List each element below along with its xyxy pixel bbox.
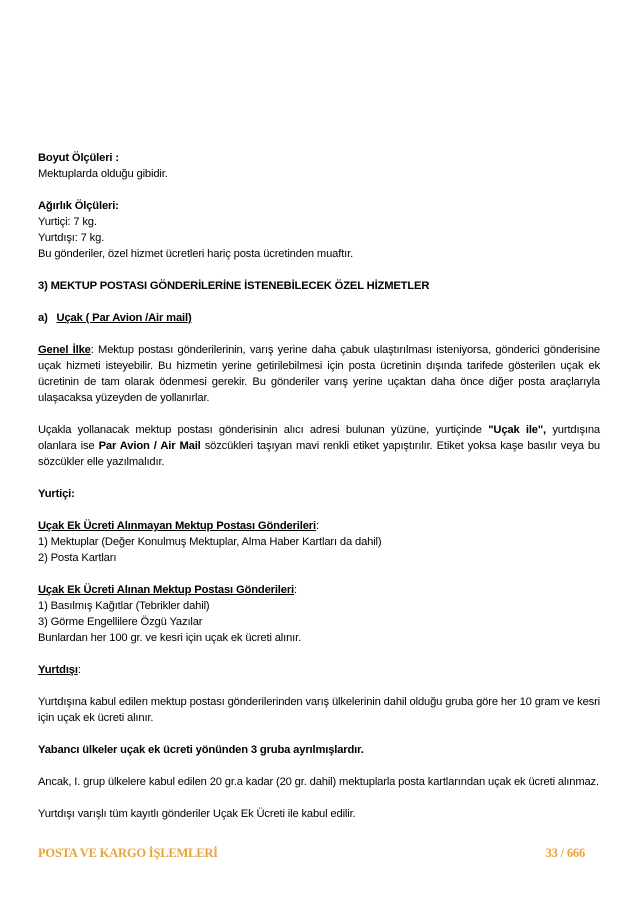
page-number: 33 / 666 (545, 846, 585, 860)
kayitli-note: Yurtdışı varışlı tüm kayıtlı gönderiler Uçak Ek Ücreti ile kabul edilir. (38, 808, 356, 820)
agirlik-note: Bu gönderiler, özel hizmet ücretleri hariç posta ücretinden muaftır. (38, 248, 354, 260)
list-item: 1) Basılmış Kağıtlar (Tebrikler dahil) (38, 600, 210, 612)
genel-ilke-paragraph: Genel İlke: Mektup postası gönderilerinin, varış yerine daha çabuk ulaştırılması isteniyorsa, gönderici gönderisine uçak hizmeti isteyebilir. Bu hizmetin yerine getirilebilmesi için posta ücretinin dışında tarifede gösterilen uçak ek ücretinin de tam olarak ödenmesi gerekir. Bu gönderiler varış yerine uçaktan daha önce diğer posta araçlarıyla ulaşacaksa yüzeyden de yollanırlar. (38, 344, 600, 404)
footer-title: POSTA VE KARGO İŞLEMLERİ (38, 846, 218, 860)
page-footer (38, 846, 585, 866)
agirlik-yurtici: Yurtiçi: 7 kg. (38, 216, 97, 228)
section-3-heading: 3) MEKTUP POSTASI GÖNDERİLERİNE İSTENEBİLECEK ÖZEL HİZMETLER (38, 280, 430, 292)
agirlik-heading: Ağırlık Ölçüleri: (38, 200, 119, 212)
groups-heading: Yabancı ülkeler uçak ek ücreti yönünden 3 gruba ayrılmışlardır. (38, 744, 364, 756)
agirlik-yurtdisi: Yurtdışı: 7 kg. (38, 232, 105, 244)
list-item: 3) Görme Engellilere Özgü Yazılar (38, 616, 203, 628)
yurtdisi-heading: Yurtdışı: (38, 664, 81, 676)
boyut-heading: Boyut Ölçüleri : (38, 152, 119, 164)
list-item: 2) Posta Kartları (38, 552, 117, 564)
alinan-note: Bunlardan her 100 gr. ve kesri için uçak ek ücreti alınır. (38, 632, 302, 644)
ucakla-paragraph: Uçakla yollanacak mektup postası gönderisinin alıcı adresi bulunan yüzüne, yurtiçinde "Uçak ile", yurtdışına olanlara ise Par Avion / Air Mail sözcükleri taşıyan mavi renkli etiket yapıştırılır. Etiket yoksa kaşe basılır veya bu sözcükler elle yazılmalıdır. (38, 424, 601, 468)
alinmayan-heading: Uçak Ek Ücreti Alınmayan Mektup Postası Gönderileri: (38, 520, 319, 532)
alinan-heading: Uçak Ek Ücreti Alınan Mektup Postası Gönderileri: (38, 584, 297, 596)
list-item: 1) Mektuplar (Değer Konulmuş Mektuplar, Alma Haber Kartları da dahil) (38, 536, 382, 548)
group-1-paragraph: Ancak, I. grup ülkelere kabul edilen 20 gr.a kadar (20 gr. dahil) mektuplarla posta kartlarından uçak ek ücreti alınmaz. (38, 776, 599, 788)
boyut-text: Mektuplarda olduğu gibidir. (38, 168, 168, 180)
yurtici-heading: Yurtiçi: (38, 488, 75, 500)
yurtdisi-paragraph: Yurtdışına kabul edilen mektup postası gönderilerinden varış ülkelerinin dahil olduğu gruba göre her 10 gram ve kesri için uçak ek ücreti alınır. (38, 696, 600, 724)
page-content (38, 150, 600, 822)
subsection-a-heading: a) Uçak ( Par Avion /Air mail) (38, 312, 192, 324)
